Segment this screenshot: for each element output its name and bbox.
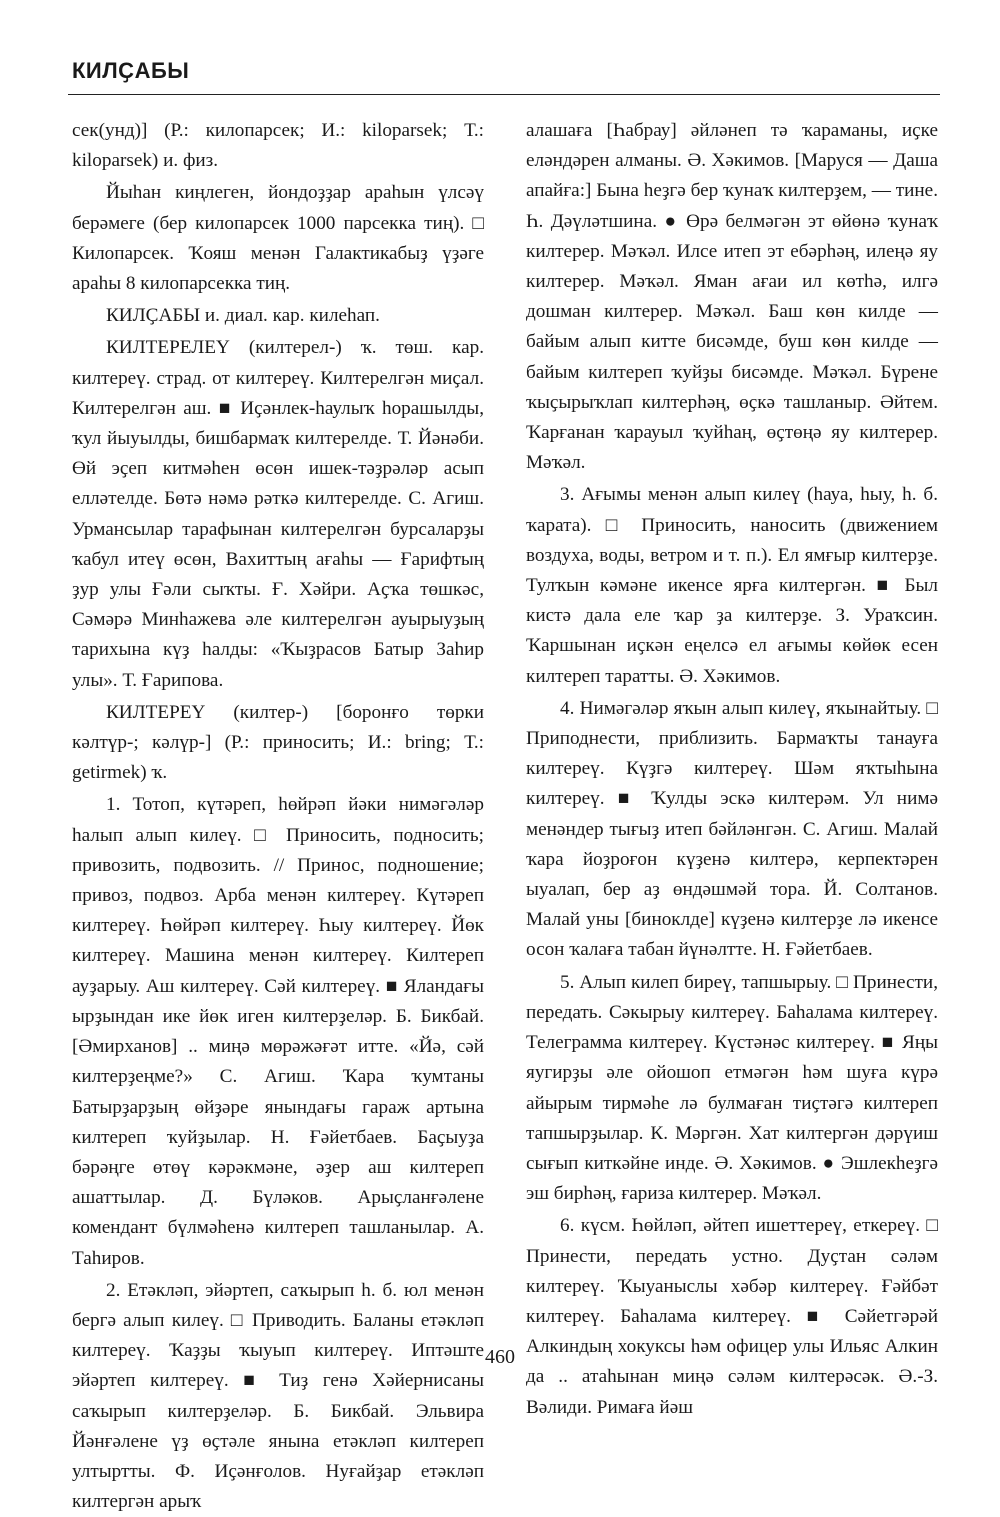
page-number: 460 [485, 1346, 515, 1368]
left-column [72, 116, 484, 1517]
entry-kiltereleu: КИЛТЕРЕЛЕҮ (килтерел-) ҡ. төш. кар. килтереү. страд. от килтереү. Килтерелгән миҫал. Килтерелгән аш. ■ Иҫәнлек-һаулыҡ һорашылды, ҡул йыуылды, бишбармаҡ килтерелде. Т. Йәнәби. Өй эҫеп китмәһен өсөн ишек-тәҙрәләр асып елләтелде. Бөтә нәмә рәткә килтерелде. С. Агиш. Урмансылар тарафынан килтерелгән бурсаларҙы ҡабул итеү өсөн, Вахиттың ағаһы — Ғарифтың ҙур улы Ғәли сыҡты. Ғ. Хәйри. Аҫҡа төшкәс, Сәмәрә Минһажева әле килтерелгән ауырыуҙың тарихына күҙ һалды: «Ҡыҙрасов Батыр Заһир улы». Т. Ғарипова. [72, 337, 484, 691]
right-column [526, 116, 938, 1423]
entry-kilsaby: КИЛҪАБЫ и. диал. кар. килеһап. [106, 305, 380, 327]
sense-4: 4. Нимәгәләр яҡын алып килеү, яҡынайтыу. □ Приподнести, приблизить. Бармаҡты танауға килтереү. Күҙгә килтереү. Шәм яҡтыһына килтереү. ■ Ҡулды эскә килтерәм. Ул нимә менәндер тығыҙ итеп бәйләнгән. С. Агиш. Малай ҡара йоҙроғон күҙенә килтерә, керпектәрен ыуалап, бер аҙ өндәшмәй тора. Й. Солтанов. Малай уны [биноклде] күҙенә килтерҙе лә икенсе осон ҡалаға табан йүнәлтте. Н. Ғәйетбаев. [526, 697, 938, 961]
sense-1: 1. Тотоп, күтәреп, һөйрәп йәки нимәгәләр һалып алып килеү. □ Приносить, подносить; привозить, подвозить. // Принос, подношение; привоз, подвоз. Арба менән килтереү. Күтәреп килтереү. Һөйрәп килтереү. Һыу килтереү. Йөк килтереү. Машина менән килтереү. Килтереп ауҙарыу. Аш килтереү. Сәй килтереү. ■ Яландағы ырҙындан ике йөк иген килтерҙеләр. Б. Бикбай. [Әмирханов] .. миңә мөрәжәғәт итте. «Йә, сәй килтерҙеңме?» С. Агиш. Ҡара ҡумтаны Батырҙарҙың өйҙәре янындағы гараж артына килтереп ҡуйҙылар. Н. Ғәйетбаев. Баҫыуҙа бәрәңге өтөү кәрәкмәне, әҙер аш килтереп ашаттылар. Д. Бүләков. Арыҫланғәлене комендант бүлмәһенә килтереп ташланылар. А. Таһиров. [72, 794, 484, 1269]
entry-definition: Йыһан киңлеген, йондоҙҙар араһын үлсәү берәмеге (бер килопарсек 1000 парсекка тиң). □ Килопарсек. Ҡояш менән Галактикабыҙ үҙәге араһы 8 килопарсекка тиң. [72, 182, 484, 295]
running-head: КИЛҪАБЫ [72, 58, 190, 83]
sense-2-continuation: алашаға [Һабрау] әйләнеп тә ҡараманы, иҫке еләндәрен алманы. Ә. Хәкимов. [Маруся — Даша апайға:] Бына һеҙгә бер ҡунаҡ килтерҙем, — тине. Һ. Дәүләтшина. ● Өрә белмәгән эт өйөнә ҡунаҡ килтерер. Мәҡәл. Илсе итеп эт ебәрһәң, илеңә яу килтерер. Мәҡәл. Яман ағаи ил көтһә, илгә дошман килтерер. Мәҡәл. Баш көн килде — байым алып китте бисәмде, буш көн килде — байым килтереп ҡуйҙы бисәмде. Мәҡәл. Бүрене ҡыҫырыҡлап килтерһәң, өҫкә ташланыр. Әйтем. Ҡарғанан ҡарауыл ҡуйһаң, өҫтөңә яу килтерер. Мәҡәл. [526, 120, 938, 474]
entry-continuation: сек(унд)] (Р.: килопарсек; И.: kiloparsek; Т.: kiloparsek) и. физ. [72, 120, 484, 172]
header-rule [68, 94, 940, 95]
sense-5: 5. Алып килеп биреү, тапшырыу. □ Принести, передать. Сәкырыу килтереү. Баһалама килтереү. Телеграмма килтереү. Күстәнәс килтереү. ■ Яңы яугирҙы әле ойошоп етмәгән һәм шуға күрә айырым тирмәһе лә булмаған тиҫтәгә килтереп тапшырҙылар. К. Мәргән. Хат килтергән дәрүиш сығып киткәйне инде. Ә. Хәкимов. ● Эшлекһеҙгә эш бирһәң, ғариза килтерер. Мәҡәл. [526, 971, 938, 1205]
sense-3: 3. Ағымы менән алып килеү (һауа, һыу, һ. б. ҡарата). □ Приносить, наносить (движением воздуха, воды, ветром и т. п.). Ел ямғыр килтерҙе. Тулҡын кәмәне икенсе ярға килтергән. ■ Был кистә дала еле ҡар ҙа килтерҙе. З. Ураҡсин. Ҡаршынан иҫкән еңелсә ел ағымы көйөк есен килтереп таратты. Ә. Хәкимов. [526, 484, 938, 687]
sense-6: 6. күсм. Һөйләп, әйтеп ишеттереү, еткереү. □ Принести, передать устно. Дуҫтан сәләм килтереү. Ҡыуаныслы хәбәр килтереү. Ғәйбәт килтереү. Баһалама килтереү. ■ Сәйетгәрәй Алкиндың хокуксы һәм офицер улы Ильяс Алкин да .. атаһынан миңә сәләм килтерәсәк. Ә.-З. Вәлиди. Римаға йәш [526, 1215, 938, 1418]
entry-kiltereu: КИЛТЕРЕҮ (килтер-) [боронғо төрки кәлтүр-; кәлүр-] (Р.: приносить; И.: bring; Т.: getirmek) ҡ. [72, 701, 484, 784]
sense-2: 2. Етәкләп, эйәртеп, саҡырып һ. б. юл менән бергә алып килеү. □ Приводить. Баланы етәкләп килтереү. Ҡаҙҙы ҡыуып килтереү. Иптәште эйәртеп килтереү. ■ Тиҙ генә Хәйернисаны саҡырып килтерҙеләр. Б. Бикбай. Эльвира Йәнғәлене үҙ өҫтәле янына етәкләп килтереп ултыртты. Ф. Иҫәнғолов. Нуғайҙар етәкләп килтергән арыҡ [72, 1279, 484, 1513]
